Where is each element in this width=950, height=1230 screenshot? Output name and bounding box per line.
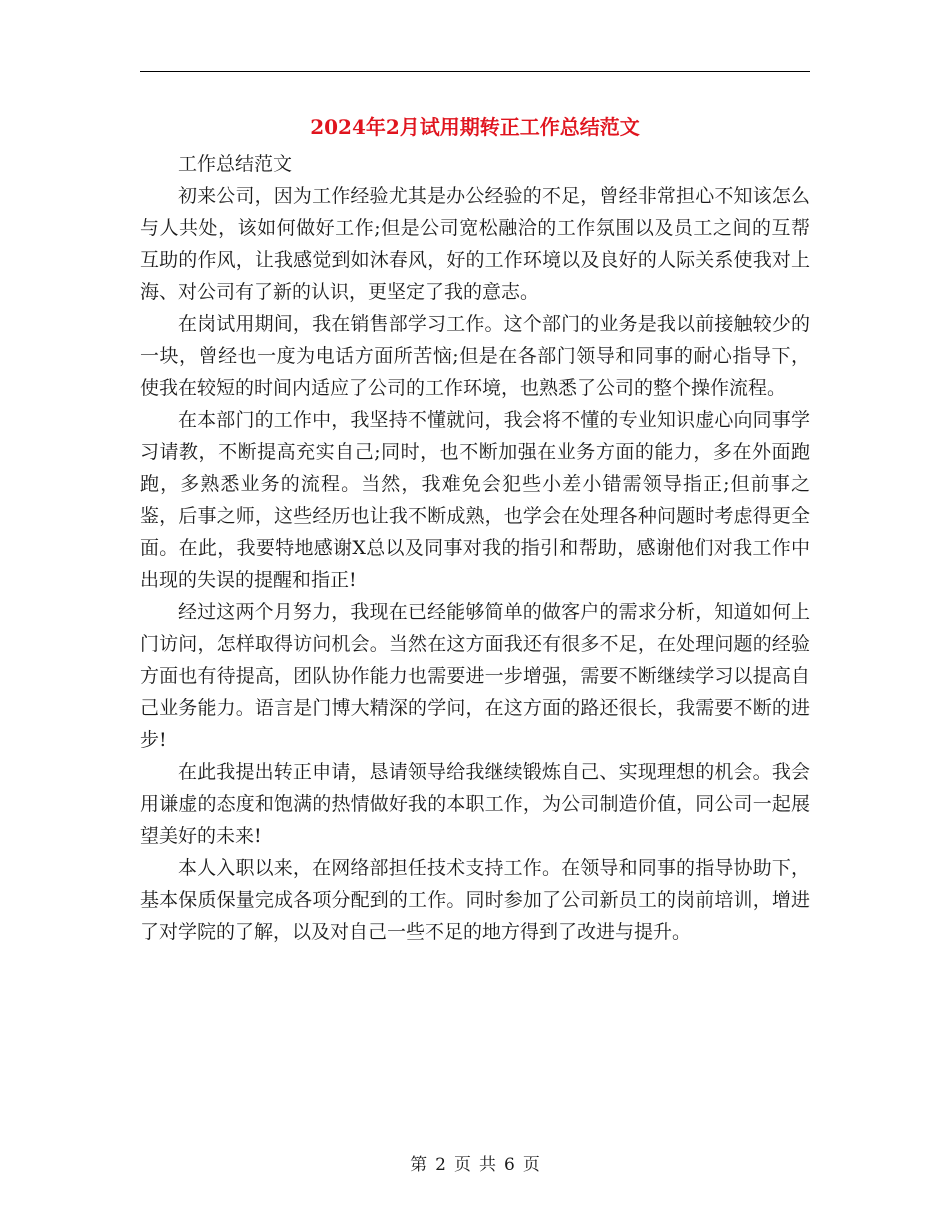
footer-current-page: 2 <box>435 1155 446 1175</box>
header-rule <box>140 71 810 72</box>
paragraph: 本人入职以来，在网络部担任技术支持工作。在领导和同事的指导协助下，基本保质保量完成各项分配到的工作。同时参加了公司新员工的岗前培训，增进了对学院的了解，以及对自己一些不足的地方得到了改进与提升。 <box>140 857 810 943</box>
document-title: 2024年2月试用期转正工作总结范文 <box>310 115 640 139</box>
page-footer <box>140 1152 810 1178</box>
footer-total-unit: 页 <box>522 1155 540 1175</box>
paragraph: 经过这两个月努力，我现在已经能够简单的做客户的需求分析，知道如何上门访问，怎样取得访问机会。当然在这方面我还有很多不足，在处理问题的经验方面也有待提高，团队协作能力也需要进一步增强，需要不断继续学习以提高自己业务能力。语言是门博大精深的学问，在这方面的路还很长，我需要不断的进步! <box>140 601 810 751</box>
footer-page-prefix: 第 <box>410 1155 428 1175</box>
paragraph: 在此我提出转正申请，恳请领导给我继续锻炼自己、实现理想的机会。我会用谦虚的态度和饱满的热情做好我的本职工作，为公司制造价值，同公司一起展望美好的未来! <box>140 761 810 847</box>
footer-page-unit: 页 <box>454 1155 471 1175</box>
paragraph: 工作总结范文 <box>178 153 293 175</box>
paragraph: 初来公司，因为工作经验尤其是办公经验的不足，曾经非常担心不知该怎么与人共处，该如何做好工作;但是公司宽松融洽的工作氛围以及员工之间的互帮互助的作风，让我感觉到如沐春风，好的工作环境以及良好的人际关系使我对上海、对公司有了新的认识，更坚定了我的意志。 <box>140 185 810 303</box>
footer-total-pages: 6 <box>504 1155 515 1175</box>
footer-total-prefix: 共 <box>479 1155 496 1175</box>
paragraph: 在本部门的工作中，我坚持不懂就问，我会将不懂的专业知识虚心向同事学习请教，不断提高充实自己;同时，也不断加强在业务方面的能力，多在外面跑跑，多熟悉业务的流程。当然，我难免会犯些小差小错需领导指正;但前事之鉴，后事之师，这些经历也让我不断成熟，也学会在处理各种问题时考虑得更全面。在此，我要特地感谢X总以及同事对我的指引和帮助，感谢他们对我工作中出现的失误的提醒和指正! <box>140 409 810 591</box>
document-body <box>140 148 810 948</box>
paragraph: 在岗试用期间，我在销售部学习工作。这个部门的业务是我以前接触较少的一块，曾经也一度为电话方面所苦恼;但是在各部门领导和同事的耐心指导下，使我在较短的时间内适应了公司的工作环境，也熟悉了公司的整个操作流程。 <box>140 313 810 399</box>
